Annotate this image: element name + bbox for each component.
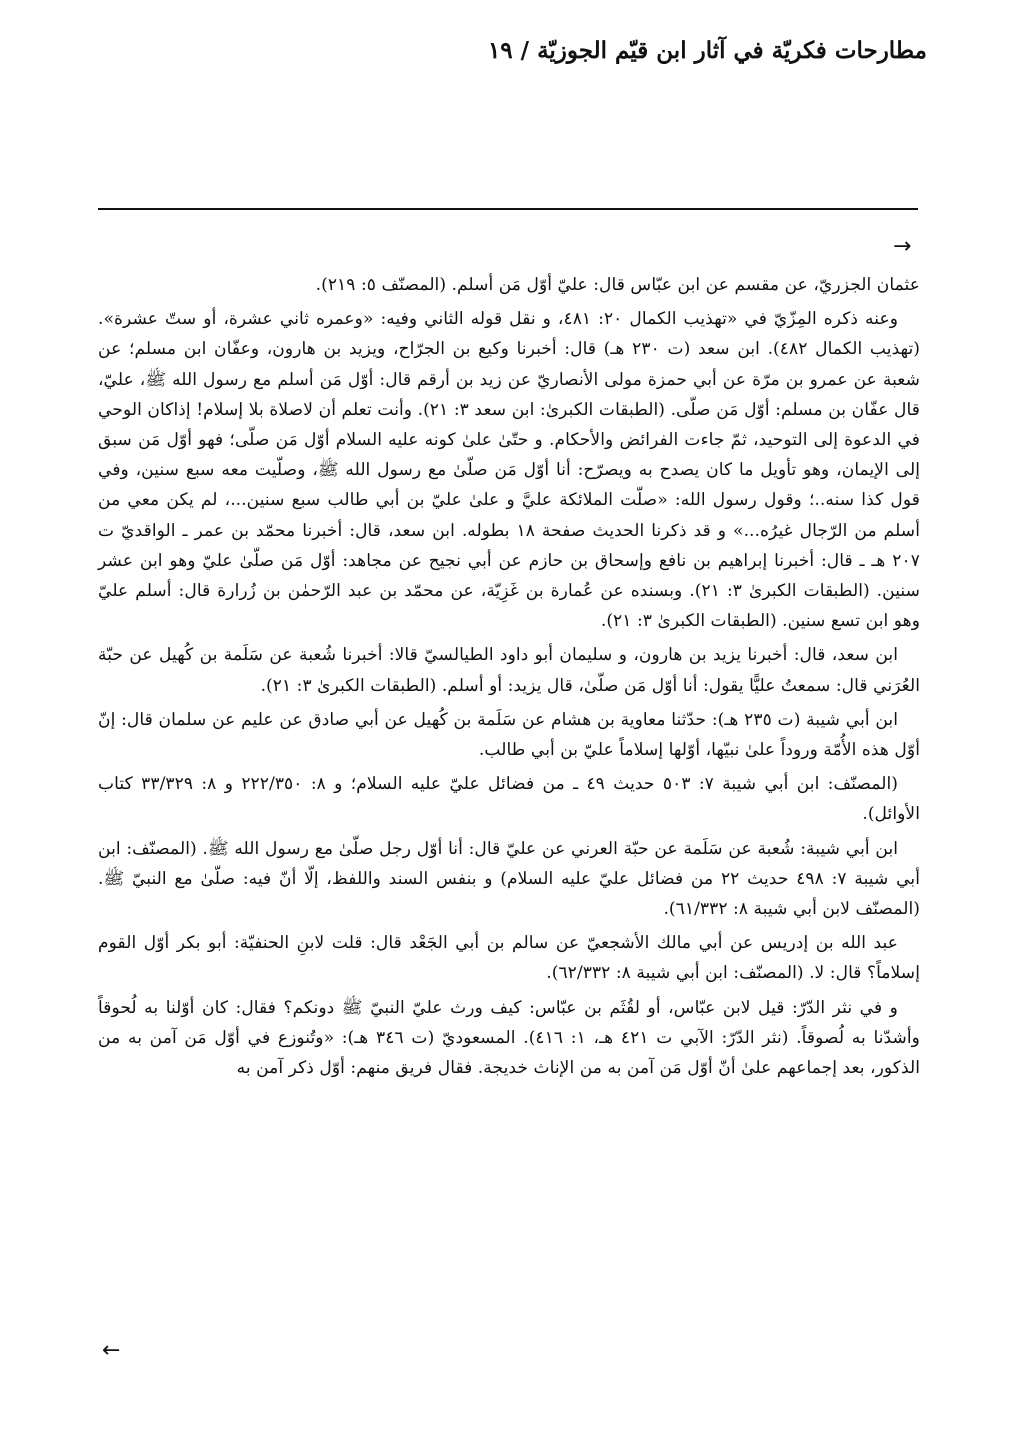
paragraph: وعنه ذكره المِزّيّ في «تهذيب الكمال ٢٠: ٤٨١، و نقل قوله الثاني وفيه: «وعمره ثاني عشرة، أو ستّ عشرة». (تهذيب الكمال ٤٨٢). ابن سعد (ت ٢٣٠ هـ) قال: أخبرنا وكيع بن الجرّاح، ويزيد بن هارون، وعفّان ابن مسلم؛ عن شعبة عن عمرو بن مرّة عن أبي حمزة مولى الأنصاريّ عن زيد بن أرقم قال: أوّل مَن أسلم مع رسول الله ﷺ، عليّ، قال عفّان بن مسلم: أوّل مَن صلّى. (الطبقات الكبرىٰ: ابن سعد ٣: ٢١). وأنت تعلم أن لاصلاة بلا إسلام! إذاكان الوحي في الدعوة إلى التوحيد، ثمّ جاءت الفرائض والأحكام. و حتّىٰ علىٰ كونه عليه السلام أوّل مَن صلّى؛ فهو أوّل مَن سبق إلى الإيمان، وهو تأويل ما كان يصدح به ويصرّح: أنا أوّل مَن صلّىٰ مع رسول الله ﷺ، وصلّيت معه سبع سنين، وفي قول كذا سنه..؛ وقول رسول الله: «صلّت الملائكة عليَّ و علىٰ عليّ بن أبي طالب سبع سنين...، لم يكن معي من أسلم من الرّجال غيرُه...» و قد ذكرنا الحديث صفحة ١٨ بطوله. ابن سعد، قال: أخبرنا محمّد بن عمر ـ الواقديّ ت ٢٠٧ هـ ـ قال: أخبرنا إبراهيم بن نافع وإسحاق بن حازم عن أبي نجيح عن مجاهد: أوّل مَن صلّىٰ عليّ وهو ابن عشر سنين. (الطبقات الكبرىٰ ٣: ٢١). وبسنده عن عُمارة بن غَزِيّة، عن محمّد بن عبد الرّحمٰن بن زُرارة قال: أسلم عليّ وهو ابن تسع سنين. (الطبقات الكبرىٰ ٣: ٢١). (98, 309, 920, 632)
paragraph: (المصنّف: ابن أبي شيبة ٧: ٥٠٣ حديث ٤٩ ـ من فضائل عليّ عليه السلام؛ و ٨: ٢٢٢/٣٥٠ و ٨: ٣٣/٣٢٩ كتاب الأوائل). (98, 774, 920, 825)
footnote-separator-line (98, 208, 918, 210)
paragraph: ابن سعد، قال: أخبرنا يزيد بن هارون، و سليمان أبو داود الطيالسيّ قالا: أخبرنا شُعبة عن سَلَمة بن كُهيل عن حبّة العُرَني قال: سمعتُ عليًّا يقول: أنا أوّل مَن صلّىٰ، قال يزيد: أو أسلم. (الطبقات الكبرىٰ ٣: ٢١). (98, 645, 920, 696)
paragraph: عبد الله بن إدريس عن أبي مالك الأشجعيّ عن سالم بن أبي الجَعْد قال: قلت لابنِ الحنفيّة: أبو بكر أوّل القوم إسلاماً؟ قال: لا. (المصنّف: ابن أبي شيبة ٨: ٦٢/٣٣٢). (98, 933, 920, 984)
paragraph: و في نثر الدّرّ: قيل لابن عبّاس، أو لقُثَم بن عبّاس: كيف ورث عليّ النبيّ ﷺ دونكم؟ فقال: كان أوّلنا به لُحوقاً وأشدّنا به لُصوقاً. (نثر الدّرّ: الآبي ت ٤٢١ هـ، ١: ٤١٦). المسعوديّ (ت ٣٤٦ هـ): «وتُنوزع في أوّل مَن آمن به من الذكور، بعد إجماعهم علىٰ أنّ أوّل مَن آمن به من الإناث خديجة. فقال فريق منهم: أوّل ذكر آمن به (98, 997, 920, 1079)
footnote-body (98, 270, 920, 1087)
continuation-arrow-bottom-icon: ← (102, 1338, 121, 1363)
paragraph: ابن أبي شيبة (ت ٢٣٥ هـ): حدّثنا معاوية بن هشام عن سَلَمة بن كُهيل عن أبي صادق عن عليم عن سلمان قال: إنّ أوّل هذه الأُمّة وروداً علىٰ نبيّها، أوّلها إسلاماً عليّ بن أبي طالب. (98, 709, 920, 761)
continuation-arrow-top-icon: → (893, 234, 912, 259)
paragraph: عثمان الجزريّ، عن مقسم عن ابن عبّاس قال: عليّ أوّل مَن أسلم. (المصنّف ٥: ٢١٩). (315, 275, 920, 295)
page-header: مطارحات فكريّة في آثار ابن قيّم الجوزيّة / ١٩ (487, 37, 927, 64)
paragraph: ابن أبي شيبة: شُعبة عن سَلَمة عن حبّة العرني عن عليّ قال: أنا أوّل رجل صلّىٰ مع رسول الله ﷺ. (المصنّف: ابن أبي شيبة ٧: ٤٩٨ حديث ٢٢ من فضائل عليّ عليه السلام) و بنفس السند واللفظ، إلّا أنّ فيه: صلّىٰ مع النبيّ ﷺ. (المصنّف لابن أبي شيبة ٨: ٦١/٣٣٢). (98, 838, 920, 920)
